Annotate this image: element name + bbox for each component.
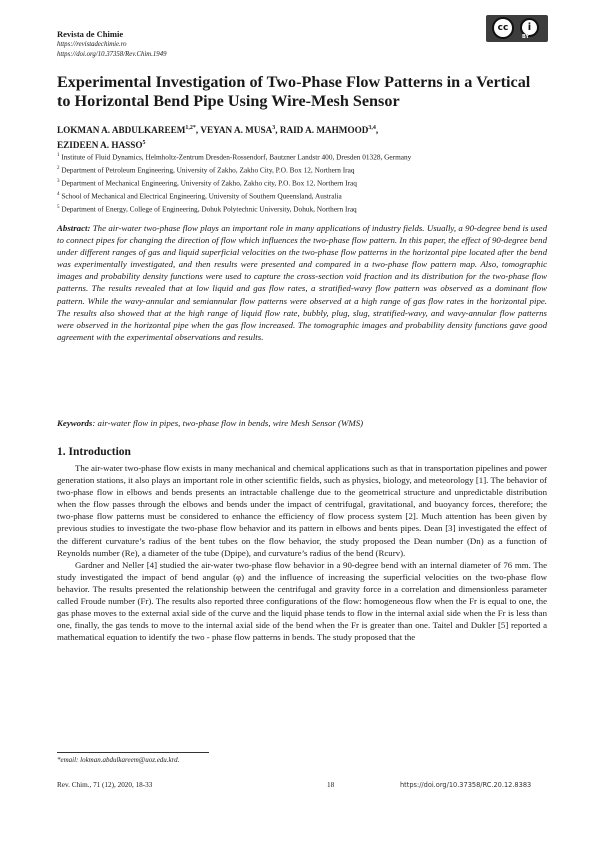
author-name: LOKMAN A. ABDULKAREEM [57,125,186,136]
abstract-text: The air-water two-phase flow plays an important role in many applications of industry fields. Usually, a 90-degree bend is used to connect pipes for changing the direction of flow which influences the two-phase flow pattern. In this paper, the effect of 90-degree bend under different ranges of gas and liquid superficial velocities on the two-phase flow patterns in the horizontal pipe located after the bend was experimentally investigated, and then results were presented and compared in a two-phase flow pattern map. Also, tomographic images and probability density functions were used to capture the cross-section void fraction and its distribution for the two-phase flow patterns. The results revealed that at low liquid and gas flow rates, a stratified-wavy flow pattern was observed as a dominant flow pattern. While the wavy-annular and semiannular flow patterns were observed at a high range of gas flow rates in the horizontal pipe. The results also showed that at the high range of liquid flow rate, bubbly, plug, slug, stratified-wavy, and wavy-annular flow patterns were observed in the horizontal pipe when the gas flow increased. The tomographic images and probability density functions gave good agreement with the experimental observations and results. [57,223,548,342]
author-affil-mark: 3 [272,125,276,131]
keywords-label: Keywords [57,418,93,428]
affiliation: $^4$ School of Mechanical and Electrical Engineering, University of Southern Queensland, Australia [57,191,342,201]
author-affil-mark: 5 [142,140,146,147]
author-name: EZIDEEN A. HASSO [57,140,143,151]
paragraph: The air-water two-phase flow exists in many mechanical and chemical applications such as that in transportation pipelines and power generation stations, it also plays an important role in other scientific fields, such as physics, biology, and meteorology [1]. The behavior of two-phase flow in elbows and bends presents an intractable challenge due to the geometrical structure and unpredictable distribution when the flow passes through the elbows and bends under the impact of centrifugal, gravitational, and buoyancy forces, therefore; the two-phase flow patterns must be considered to enhance the efficiency of flow process system [2]. Much attention has been given by previous studies to investigate the two-phase flow behavior and its pattern in elbows and bents pipes. Dean [3] investigated the effect of the different curvature’s radius of the bent tubes on the flow behavior, the study proposed the Dean number (Dn) as a function of Reynolds number (Re), a diameter of the tube (Dpipe), and curvature’s radius of the bend (Rcurv). [57,463,547,558]
author-name: RAID A. MAHMOOD [279,125,369,136]
section-body [57,462,547,643]
attribution-icon: i [520,18,539,37]
footer-doi-link[interactable]: https://doi.org/10.37358/RC.20.12.8383 [400,781,532,789]
cc-icon: cc [492,17,514,39]
section-heading: 1. Introduction [57,446,131,458]
license-by-label: BY [522,34,530,40]
journal-header [57,28,167,60]
author-affil-mark: 3,4 [368,125,376,131]
affiliation: $^1$ Institute of Fluid Dynamics, Helmholtz-Zentrum Dresden-Rossendorf, Bautzner Landstr 400, Dresden 01328, Germany [57,152,412,162]
footnote-divider [57,752,209,753]
journal-url[interactable]: https://revistadechimie.ro [57,41,127,48]
corresponding-email-footnote: *email: lokman.abdulkareem@uoz.edu.krd. [57,756,180,764]
affiliation-list [57,150,547,215]
journal-name: Revista de Chimie [57,29,124,39]
abstract [57,222,547,343]
affiliation: $^5$ Department of Energy, College of Engineering, Dohuk Polytechnic University, Dohuk, Northern Iraq [57,204,357,214]
paragraph: Gardner and Neller [4] studied the air-water two-phase flow behavior in a 90-degree bend with an internal diameter of 76 mm. The study investigated the impact of bend angular (φ) and the influence of increasing the superficial velocities on the two-phase flow behavior. The results presented the relationship between the centrifugal and gravity force in a correlation and dimensionless parameter called Froude number (Fr). The results also reported three configurations of the flow: homogeneous flow when the Fr is equal to one, the gas phase moves to the external axial side of the curve and the liquid phase tends to flow in the internal axial side when the Fr is less than one, finally, the gas tends to move to the internal axial side of the bend when the Fr is greater than one. Taitel and Dukler [5] reported a mathematical equation to identify the two - phase flow patterns in bends. The study proposed that the [57,559,547,643]
author-name: VEYAN A. MUSA [200,125,273,136]
author-list: LOKMAN A. $ABDULKAREEM^{1,2*}$, VEYAN A. MUSA$^3$, RAID A. MAHMOOD$^{3,4}$, EZIDEEN A. HASSO$^5$ [57,125,379,151]
journal-doi[interactable]: https://doi.org/10.37358/Rev.Chim.1949 [57,51,167,58]
keywords-text: : air-water flow in pipes, two-phase flow in bends, wire Mesh Sensor (WMS) [92,418,364,428]
abstract-label: Abstract: [57,223,91,233]
keywords [57,417,547,429]
cc-by-license-badge[interactable] [486,15,548,42]
paper-title: Experimental Investigation of Two-Phase Flow Patterns in a Vertical to Horizontal Bend Pipe Using Wire-Mesh Sensor [57,73,531,110]
affiliation: $^2$ Department of Petroleum Engineering, University of Zakho, Zakho City, P.O. Box 12, Northern Iraq [57,165,355,175]
citation-footer: Rev. Chim., 71 (12), 2020, 18-33 [57,781,153,789]
page-number: 18 [327,781,335,789]
affiliation: $^3$ Department of Mechanical Engineering, University of Zakho, Zakho city, P.O. Box 12, Northern Iraq [57,178,357,188]
author-affil-mark: 1,2* [185,125,196,131]
